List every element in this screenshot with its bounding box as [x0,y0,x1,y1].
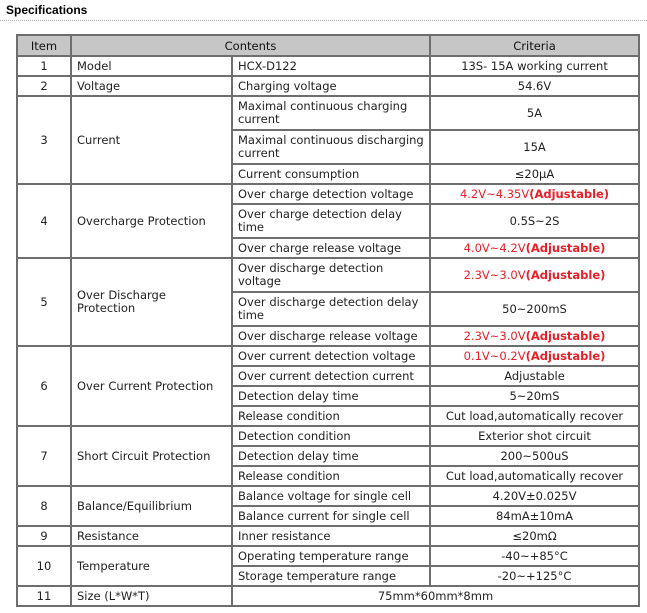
criteria-value: 15A [431,131,638,163]
table-row [18,97,638,129]
table-row [18,427,638,445]
criteria-value [431,239,638,257]
table-row [18,347,638,365]
item-number: 5 [18,259,70,345]
specifications-table [16,34,640,607]
parameter-label: Over discharge release voltage [233,327,429,345]
item-number: 6 [18,347,70,425]
threshold-value: 2.3V~3.0V [463,267,526,282]
criteria-value: Adjustable [431,367,638,385]
criteria-value: 4.20V±0.025V [431,487,638,505]
criteria-value [431,327,638,345]
parameter-label: Over charge release voltage [233,239,429,257]
table-row [18,185,638,203]
page-title: Specifications [6,3,88,17]
parameter-label: Over current detection voltage [233,347,429,365]
parameter-label: HCX-D122 [233,57,429,75]
item-number: 3 [18,97,70,183]
criteria-value: 5A [431,97,638,129]
column-header-contents: Contents [72,36,429,55]
threshold-value: 4.0V~4.2V [463,240,526,255]
parameter-label: Inner resistance [233,527,429,545]
criteria-value: 0.5S~2S [431,205,638,237]
parameter-label: Over discharge detection delay time [233,293,429,325]
parameter-label: Operating temperature range [233,547,429,565]
table-row [18,487,638,505]
parameter-label: Detection delay time [233,387,429,405]
parameter-label: Release condition [233,467,429,485]
table-row [18,527,638,545]
category-label: Temperature [72,547,231,585]
category-label: Size (L*W*T) [72,587,231,605]
criteria-value: 84mA±10mA [431,507,638,525]
item-number: 10 [18,547,70,585]
criteria-value: 200~500uS [431,447,638,465]
item-number: 11 [18,587,70,605]
item-number: 1 [18,57,70,75]
criteria-value: Cut load,automatically recover [431,467,638,485]
parameter-label: Balance voltage for single cell [233,487,429,505]
parameter-label: Detection delay time [233,447,429,465]
category-label: Voltage [72,77,231,95]
category-label: Short Circuit Protection [72,427,231,485]
adjustable-note: (Adjustable) [525,267,606,282]
category-label: Overcharge Protection [72,185,231,257]
threshold-value: 4.2V~4.35V [459,186,530,201]
parameter-label: Balance current for single cell [233,507,429,525]
header-divider [0,20,647,21]
threshold-value: 0.1V~0.2V [463,348,526,363]
category-label: Balance/Equilibrium [72,487,231,525]
criteria-value: 54.6V [431,77,638,95]
criteria-value [431,347,638,365]
threshold-value: 2.3V~3.0V [463,328,526,343]
parameter-label: Release condition [233,407,429,425]
criteria-value: ≤20mΩ [431,527,638,545]
parameter-label: Current consumption [233,165,429,183]
item-number: 4 [18,185,70,257]
parameter-label: Maximal continuous charging current [233,97,429,129]
table-body [18,57,638,605]
criteria-value: Cut load,automatically recover [431,407,638,425]
parameter-label: Maximal continuous discharging current [233,131,429,163]
criteria-value: 50~200mS [431,293,638,325]
column-header-item: Item [18,36,70,55]
category-label: Model [72,57,231,75]
category-label: Resistance [72,527,231,545]
parameter-label: Charging voltage [233,77,429,95]
table-row [18,587,638,605]
adjustable-note: (Adjustable) [525,348,606,363]
page-header [0,0,647,22]
table-row [18,77,638,95]
criteria-value: 5~20mS [431,387,638,405]
criteria-value [431,185,638,203]
criteria-value: 13S- 15A working current [431,57,638,75]
criteria-value: Exterior shot circuit [431,427,638,445]
parameter-label: Over charge detection voltage [233,185,429,203]
criteria-value [431,259,638,291]
adjustable-note: (Adjustable) [525,328,606,343]
item-number: 8 [18,487,70,525]
table-row [18,547,638,565]
criteria-value: -20~+125°C [431,567,638,585]
table-header [18,36,638,55]
parameter-label: Over current detection current [233,367,429,385]
adjustable-note: (Adjustable) [529,186,610,201]
criteria-value: 75mm*60mm*8mm [233,587,638,605]
parameter-label: Over charge detection delay time [233,205,429,237]
category-label: Current [72,97,231,183]
adjustable-note: (Adjustable) [525,240,606,255]
item-number: 9 [18,527,70,545]
parameter-label: Over discharge detection voltage [233,259,429,291]
column-header-criteria: Criteria [431,36,638,55]
criteria-value: ≤20μA [431,165,638,183]
criteria-value: -40~+85°C [431,547,638,565]
category-label: Over Current Protection [72,347,231,425]
item-number: 2 [18,77,70,95]
table-row [18,57,638,75]
parameter-label: Detection condition [233,427,429,445]
category-label: Over Discharge Protection [72,259,231,345]
table-row [18,259,638,291]
item-number: 7 [18,427,70,485]
parameter-label: Storage temperature range [233,567,429,585]
